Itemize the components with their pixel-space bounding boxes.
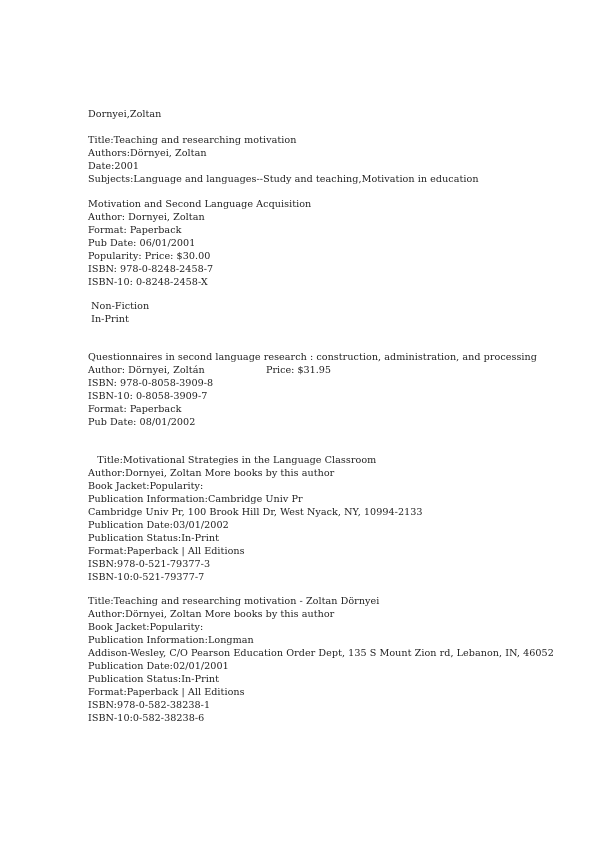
entry5-pub-date: Publication Date:02/01/2001 (88, 661, 229, 672)
entry5-pub-status: Publication Status:In-Print (88, 674, 219, 685)
entry2-format: Format: Paperback (88, 225, 182, 236)
entry5-title: Title:Teaching and researching motivation - Zoltan Dörnyei (88, 596, 380, 607)
entry1-title: Title:Teaching and researching motivation (88, 135, 297, 146)
entry3-title: Questionnaires in second language research : construction, administration, and processing (88, 352, 537, 363)
author-heading: Dornyei,Zoltan (88, 109, 162, 120)
entry1-authors: Authors:Dörnyei, Zoltan (88, 148, 207, 159)
entry5-format: Format:Paperback | All Editions (88, 687, 245, 698)
entry2-category: Non-Fiction (88, 301, 150, 312)
entry4-pub-date: Publication Date:03/01/2002 (88, 520, 229, 531)
entry5-author: Author:Dörnyei, Zoltan More books by this author (88, 609, 335, 620)
entry4-isbn13: ISBN:978-0-521-79377-3 (88, 559, 211, 570)
entry4-isbn10: ISBN-10:0-521-79377-7 (88, 572, 205, 583)
entry2-isbn13: ISBN: 978-0-8248-2458-7 (88, 264, 214, 275)
entry3-author: Author: Dörnyei, Zoltán (88, 365, 205, 376)
entry3-price: Price: $31.95 (266, 365, 332, 376)
entry1-date: Date:2001 (88, 161, 140, 172)
entry3-format: Format: Paperback (88, 404, 182, 415)
entry1-subjects: Subjects:Language and languages--Study and teaching,Motivation in education (88, 174, 479, 185)
entry4-book-jacket: Book Jacket:Popularity: (88, 481, 204, 492)
entry4-pub-status: Publication Status:In-Print (88, 533, 219, 544)
entry3-isbn13: ISBN: 978-0-8058-3909-8 (88, 378, 214, 389)
entry4-address: Cambridge Univ Pr, 100 Brook Hill Dr, West Nyack, NY, 10994-2133 (88, 507, 423, 518)
entry4-pub-info: Publication Information:Cambridge Univ Pr (88, 494, 303, 505)
entry2-popularity-price: Popularity: Price: $30.00 (88, 251, 211, 262)
entry3-isbn10: ISBN-10: 0-8058-3909-7 (88, 391, 208, 402)
entry2-author: Author: Dornyei, Zoltan (88, 212, 205, 223)
entry5-isbn10: ISBN-10:0-582-38238-6 (88, 713, 205, 724)
entry2-isbn10: ISBN-10: 0-8248-2458-X (88, 277, 208, 288)
entry5-address: Addison-Wesley, C/O Pearson Education Order Dept, 135 S Mount Zion rd, Lebanon, IN, 46052 (88, 648, 554, 659)
entry2-status: In-Print (88, 314, 129, 325)
entry4-title: Title:Motivational Strategies in the Language Classroom (88, 455, 377, 466)
entry2-pub-date: Pub Date: 06/01/2001 (88, 238, 196, 249)
entry3-pub-date: Pub Date: 08/01/2002 (88, 417, 196, 428)
entry5-book-jacket: Book Jacket:Popularity: (88, 622, 204, 633)
entry5-pub-info: Publication Information:Longman (88, 635, 254, 646)
entry5-isbn13: ISBN:978-0-582-38238-1 (88, 700, 211, 711)
entry2-title: Motivation and Second Language Acquisition (88, 199, 312, 210)
entry4-format: Format:Paperback | All Editions (88, 546, 245, 557)
entry4-author: Author:Dornyei, Zoltan More books by this author (88, 468, 335, 479)
